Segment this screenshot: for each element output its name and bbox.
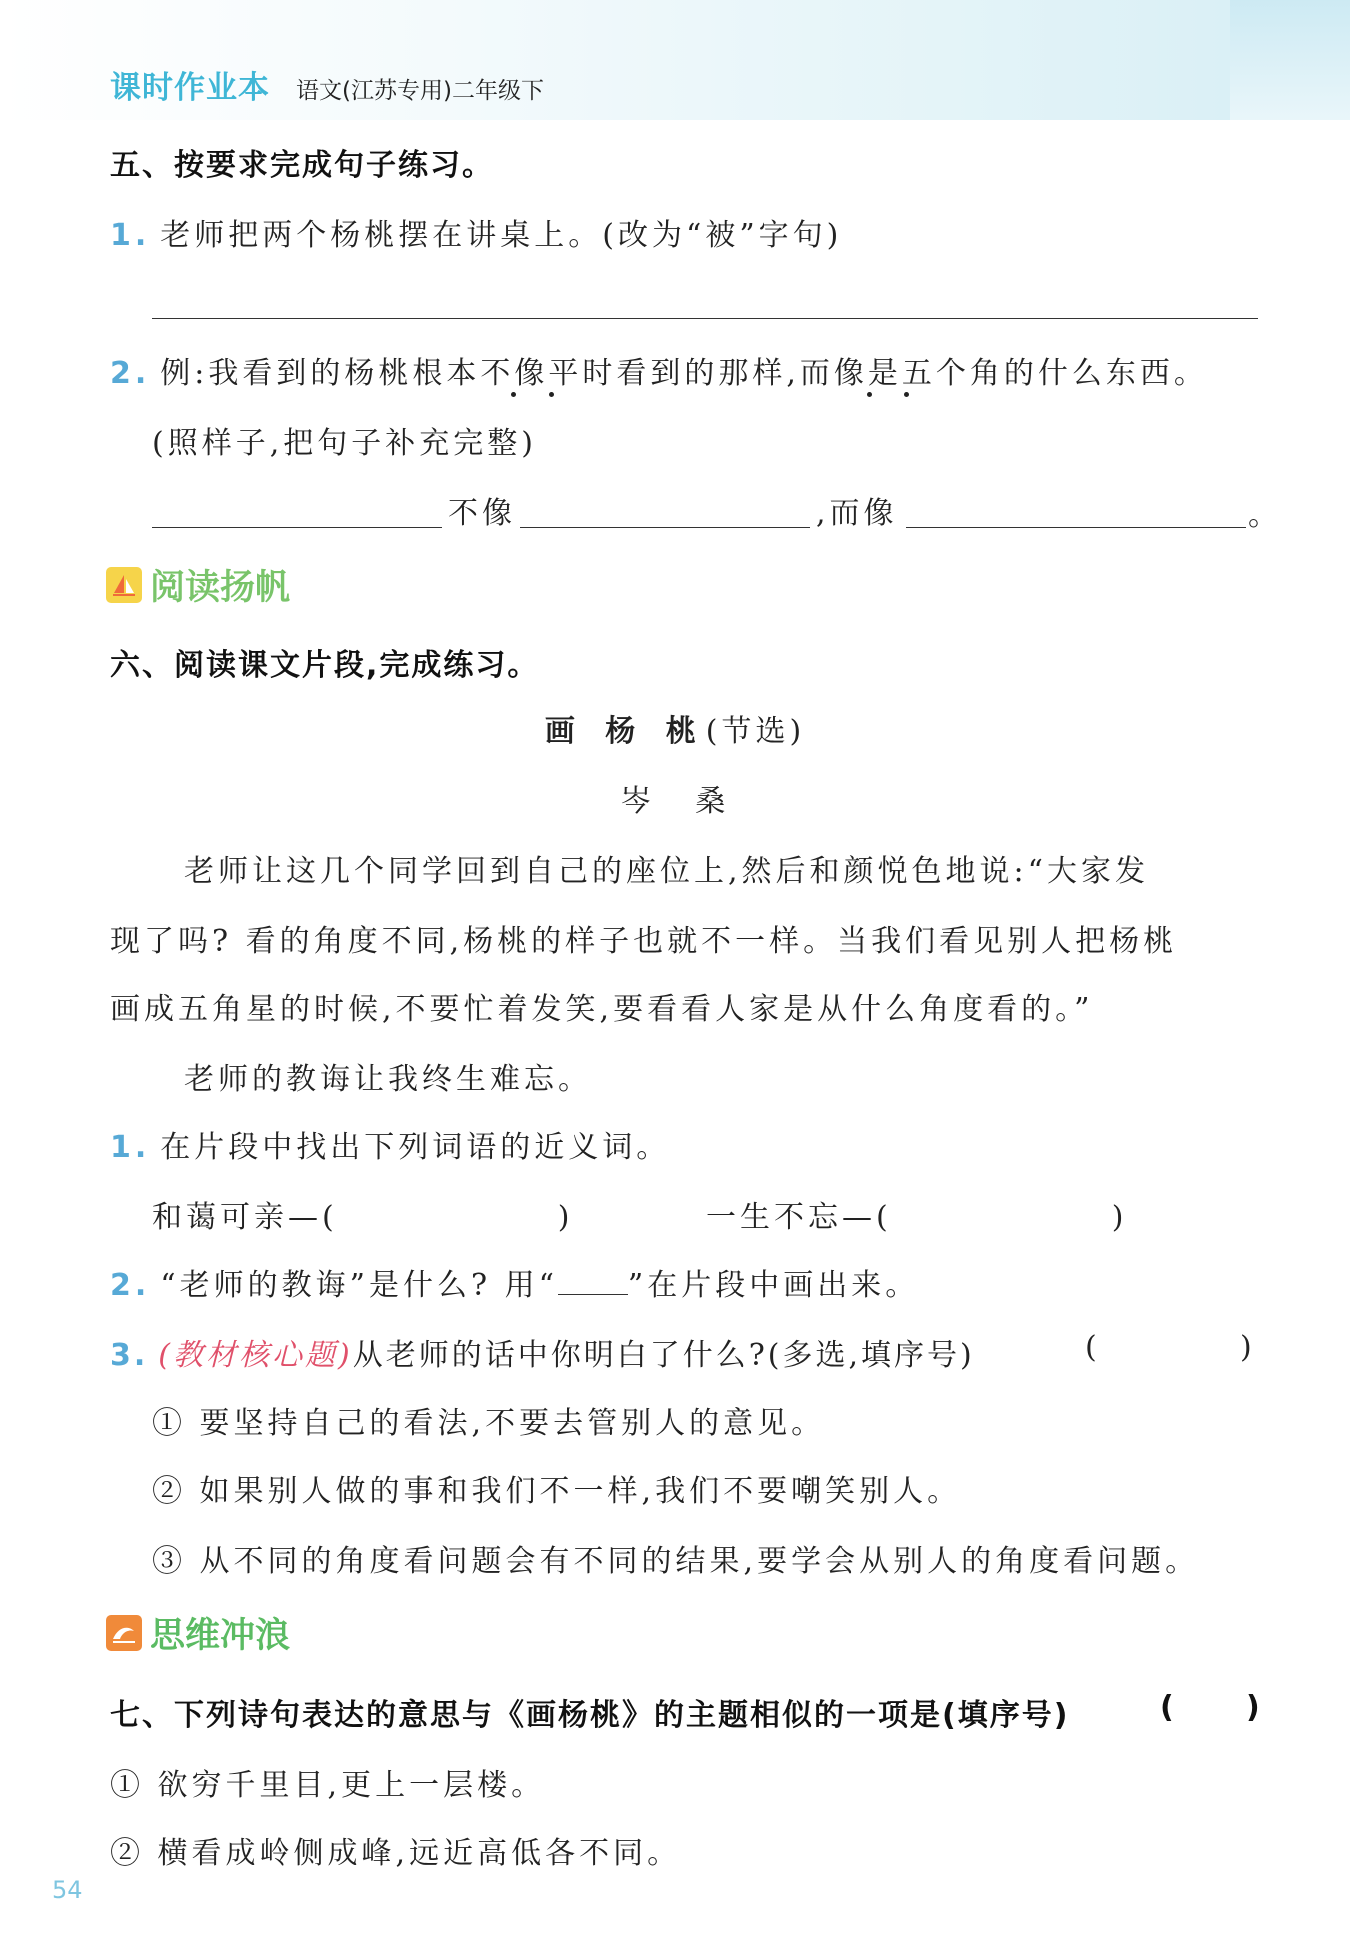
s6-q1-right <box>706 1192 1127 1236</box>
passage-title-note: (节选) <box>705 714 806 749</box>
s6-q2-underline-sample <box>558 1290 628 1295</box>
s6-q3-option-1: ① 要坚持自己的看法,不要去管别人的意见。 <box>152 1406 826 1441</box>
subject-label: 语文(江苏专用)二年级下 <box>296 78 544 104</box>
passage-line-3: 画成五角星的时候,不要忙着发笑,要看看人家是从什么角度看的。” <box>110 992 1094 1027</box>
s6-q2 <box>110 1260 919 1304</box>
s5-q2-fill-a: 不像 <box>448 496 516 531</box>
section7-title: 七、下列诗句表达的意思与《画杨桃》的主题相似的一项是(填序号) <box>110 1698 1070 1733</box>
s6-q3-text: 从老师的话中你明白了什么?(多选,填序号) <box>352 1338 975 1373</box>
brand-title: 课时作业本 <box>110 70 270 106</box>
s7-answer-box[interactable] <box>1180 1686 1240 1726</box>
s5-q2-fill-b: ,而像 <box>816 496 898 531</box>
passage-author: 岑 桑 <box>620 784 730 819</box>
s6-q1-number: 1. <box>110 1130 151 1165</box>
s6-q1-left <box>152 1192 573 1236</box>
s5-q2-instruction: (照样子,把句子补充完整) <box>152 426 537 461</box>
s6-q3 <box>110 1330 975 1374</box>
section6-title: 六、阅读课文片段,完成练习。 <box>110 648 540 683</box>
s6-q3-answer-box[interactable] <box>1110 1328 1230 1368</box>
s6-q1-left-label: 和蔼可亲—( <box>152 1200 338 1235</box>
s5-q2 <box>110 348 1208 392</box>
passage-title <box>0 706 1350 750</box>
section5-title: 五、按要求完成句子练习。 <box>110 148 494 183</box>
emphasis-dot <box>511 392 516 397</box>
s5-q1 <box>110 210 842 254</box>
s5-q2-example: 例:我看到的杨桃根本不像平时看到的那样,而像是五个角的什么东西。 <box>160 356 1208 391</box>
s5-q2-blank-2[interactable] <box>520 527 810 528</box>
s5-q1-number: 1. <box>110 218 151 253</box>
reading-section-title <box>106 560 290 610</box>
passage-line-4: 老师的教诲让我终生难忘。 <box>184 1062 592 1097</box>
s6-q1-right-label: 一生不忘—( <box>706 1200 892 1235</box>
passage-title-text: 画 杨 桃 <box>544 714 706 749</box>
s6-q1-left-close: ) <box>557 1200 574 1235</box>
emphasis-dot <box>867 392 872 397</box>
sail-icon <box>106 567 142 603</box>
reading-section-label: 阅读扬帆 <box>150 568 291 608</box>
s7-option-1: ① 欲穷千里目,更上一层楼。 <box>110 1768 546 1803</box>
s5-q1-answer-line[interactable] <box>152 318 1258 319</box>
s6-q2-number: 2. <box>110 1268 151 1303</box>
s6-q3-paren-close: ) <box>1240 1330 1256 1365</box>
s5-q1-text: 老师把两个杨桃摆在讲桌上。(改为“被”字句) <box>160 218 843 253</box>
s6-q3-option-2: ② 如果别人做的事和我们不一样,我们不要嘲笑别人。 <box>152 1474 962 1509</box>
s5-q2-blank-1[interactable] <box>152 527 442 528</box>
s7-paren-close: ) <box>1246 1690 1262 1725</box>
s7-option-2: ② 横看成岭侧成峰,远近高低各不同。 <box>110 1836 682 1871</box>
emphasis-dot <box>904 392 909 397</box>
s7-paren-open: ( <box>1160 1690 1176 1725</box>
s6-q2-text-b: ”在片段中画出来。 <box>627 1268 920 1303</box>
s6-q3-tag: (教材核心题) <box>158 1338 353 1373</box>
thinking-section-title <box>106 1608 290 1658</box>
wave-icon <box>106 1615 142 1651</box>
s5-q2-fill-end: 。 <box>1248 498 1282 533</box>
s6-q1-text: 在片段中找出下列词语的近义词。 <box>160 1130 671 1165</box>
passage-line-1: 老师让这几个同学回到自己的座位上,然后和颜悦色地说:“大家发 <box>184 854 1149 889</box>
s6-q1-right-close: ) <box>1111 1200 1128 1235</box>
thinking-section-label: 思维冲浪 <box>150 1616 291 1656</box>
passage-line-2: 现了吗? 看的角度不同,杨桃的样子也就不一样。当我们看见别人把杨桃 <box>110 924 1178 959</box>
emphasis-dot <box>549 392 554 397</box>
s5-q2-number: 2. <box>110 356 151 391</box>
page-number: 54 <box>52 1876 83 1904</box>
page-header <box>110 62 544 107</box>
s6-q2-text-a: “老师的教诲”是什么? 用“ <box>160 1268 558 1303</box>
s6-q3-number: 3. <box>110 1338 149 1373</box>
s6-q3-paren-open: ( <box>1085 1330 1101 1365</box>
s6-q1 <box>110 1122 670 1166</box>
s6-q3-option-3: ③ 从不同的角度看问题会有不同的结果,要学会从别人的角度看问题。 <box>152 1544 1200 1579</box>
s5-q2-blank-3[interactable] <box>906 527 1246 528</box>
